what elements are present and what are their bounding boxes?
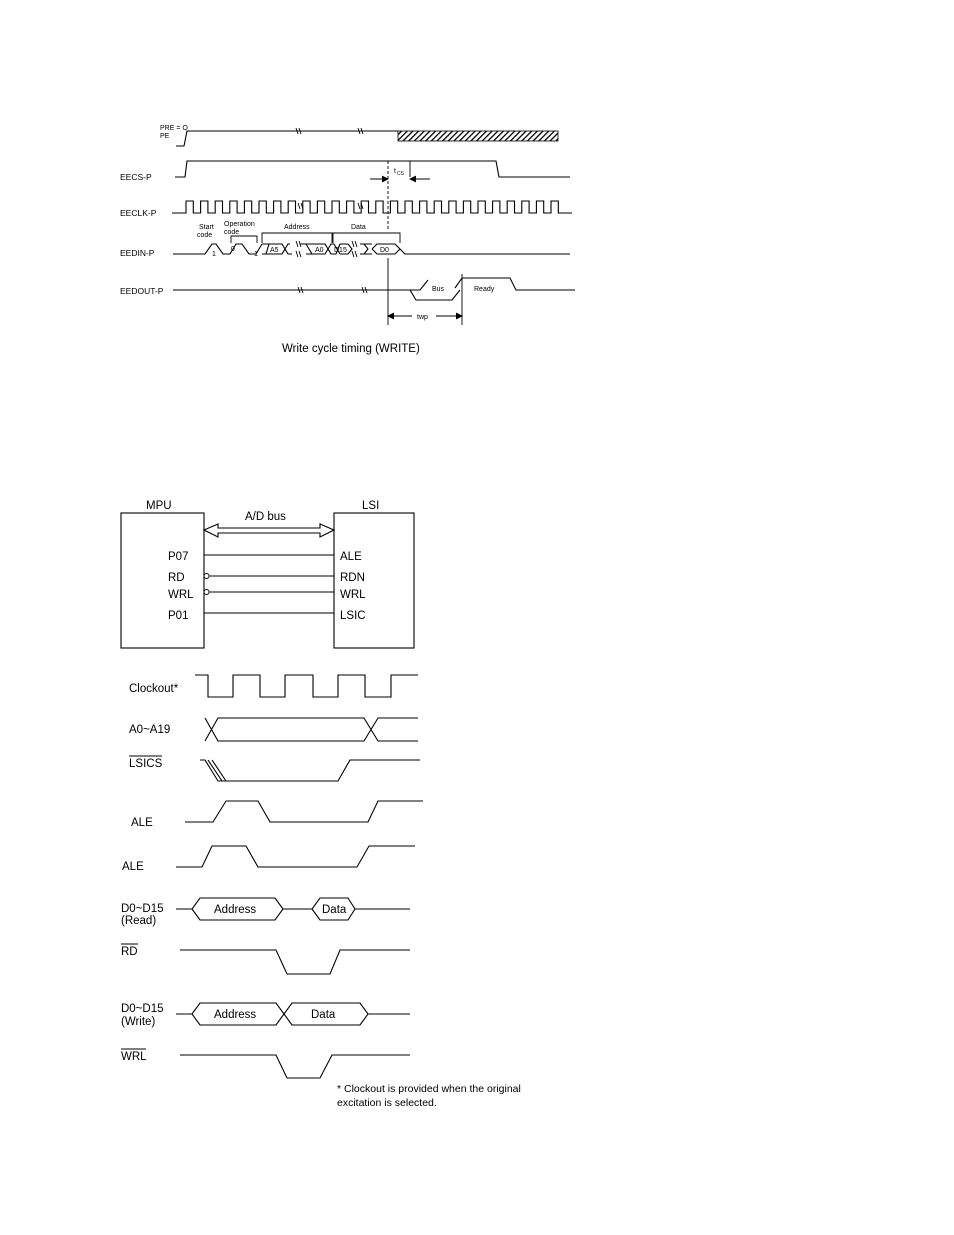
eedin-bit-1b: 1 xyxy=(254,251,258,258)
lsi-pin-lsic: LSIC xyxy=(340,610,366,622)
addr-label: A0~A19 xyxy=(129,724,171,736)
eeclk-break-marks xyxy=(298,203,363,209)
mpu-title: MPU xyxy=(146,500,172,512)
lsi-title: LSI xyxy=(362,500,380,512)
eedin-a0: A0 xyxy=(315,247,324,254)
lsics-waveform xyxy=(200,760,420,781)
eeclk-waveform xyxy=(172,201,572,213)
d-read-waveform xyxy=(176,898,410,920)
ad-bus-label: A/D bus xyxy=(245,511,286,523)
d-write-waveform xyxy=(176,1003,410,1025)
ale2-label: ALE xyxy=(122,861,144,873)
lsi-pin-wrl: WRL xyxy=(340,589,366,601)
mpu-pin-p07: P07 xyxy=(168,551,189,563)
eedout-waveform xyxy=(173,278,575,300)
wrl-label: WRL xyxy=(121,1051,147,1063)
eedin-d15: D15 xyxy=(334,247,347,254)
eecs-label: EECS-P xyxy=(120,172,152,182)
d-write-label-2: (Write) xyxy=(121,1016,156,1028)
bus-label: Bus xyxy=(432,286,445,293)
ale1-label: ALE xyxy=(131,817,153,829)
eecs-waveform xyxy=(175,161,570,177)
pe-hatched-region xyxy=(398,131,558,141)
footnote-line-2: excitation is selected. xyxy=(337,1097,437,1109)
eedin-a5: A5 xyxy=(270,247,279,254)
addr-waveform xyxy=(205,718,418,741)
mpu-pin-rd: RD xyxy=(168,572,185,584)
address-field-label: Address xyxy=(284,224,310,231)
operation-code-label-2: code xyxy=(224,229,240,236)
ale2-waveform xyxy=(176,846,415,867)
read-data-box: Data xyxy=(322,904,347,916)
data-bracket xyxy=(333,233,400,243)
mpu-pin-p01: P01 xyxy=(168,610,189,622)
operation-code-label-1: Operation xyxy=(224,221,255,228)
interface-wires xyxy=(204,555,334,613)
ready-label: Ready xyxy=(474,286,495,293)
d-read-label-2: (Read) xyxy=(121,915,157,927)
d-write-label-1: D0~D15 xyxy=(121,1003,164,1015)
footnote-line-1: * Clockout is provided when the original xyxy=(337,1083,521,1095)
clockout-waveform xyxy=(195,675,418,697)
clockout-label: Clockout* xyxy=(129,683,179,695)
lsics-label: LSICS xyxy=(129,758,163,770)
ad-bus-arrow xyxy=(204,524,334,537)
eedout-label: EEDOUT-P xyxy=(120,286,164,296)
data-field-label: Data xyxy=(351,224,366,231)
pre-label: PRE = O xyxy=(160,125,188,132)
mpu-box xyxy=(121,513,204,648)
start-code-label-2: code xyxy=(197,232,213,239)
eeclk-label: EECLK-P xyxy=(120,208,157,218)
interface-block-diagram xyxy=(121,500,414,648)
opcode-bracket xyxy=(231,236,257,243)
tcs-subscript: CS xyxy=(397,171,404,177)
write-cycle-caption: Write cycle timing (WRITE) xyxy=(282,343,420,355)
pe-label: PE xyxy=(160,133,170,140)
write-address-box: Address xyxy=(214,1009,257,1021)
rd-waveform xyxy=(180,950,410,974)
eedin-bit-0: 0 xyxy=(231,246,235,253)
start-code-label-1: Start xyxy=(199,224,214,231)
eedin-break-marks xyxy=(296,241,357,257)
read-address-box: Address xyxy=(214,904,257,916)
wrl-waveform xyxy=(180,1055,410,1078)
pe-waveform xyxy=(176,131,398,146)
lsi-pin-ale: ALE xyxy=(340,551,362,563)
write-data-box: Data xyxy=(311,1009,336,1021)
write-cycle-diagram xyxy=(120,125,575,355)
rd-label: RD xyxy=(121,946,138,958)
twp-label: twp xyxy=(417,314,428,321)
ale1-waveform xyxy=(185,801,423,822)
eedin-d0: D0 xyxy=(380,247,389,254)
bus-timing-diagram xyxy=(121,675,521,1109)
eedin-bit-1: 1 xyxy=(212,251,216,258)
d-read-label-1: D0~D15 xyxy=(121,903,164,915)
eedin-label: EEDIN-P xyxy=(120,248,155,258)
tcs-label: t xyxy=(394,168,396,175)
lsi-pin-rdn: RDN xyxy=(340,572,365,584)
address-bracket xyxy=(262,233,332,243)
mpu-pin-wrl: WRL xyxy=(168,589,194,601)
